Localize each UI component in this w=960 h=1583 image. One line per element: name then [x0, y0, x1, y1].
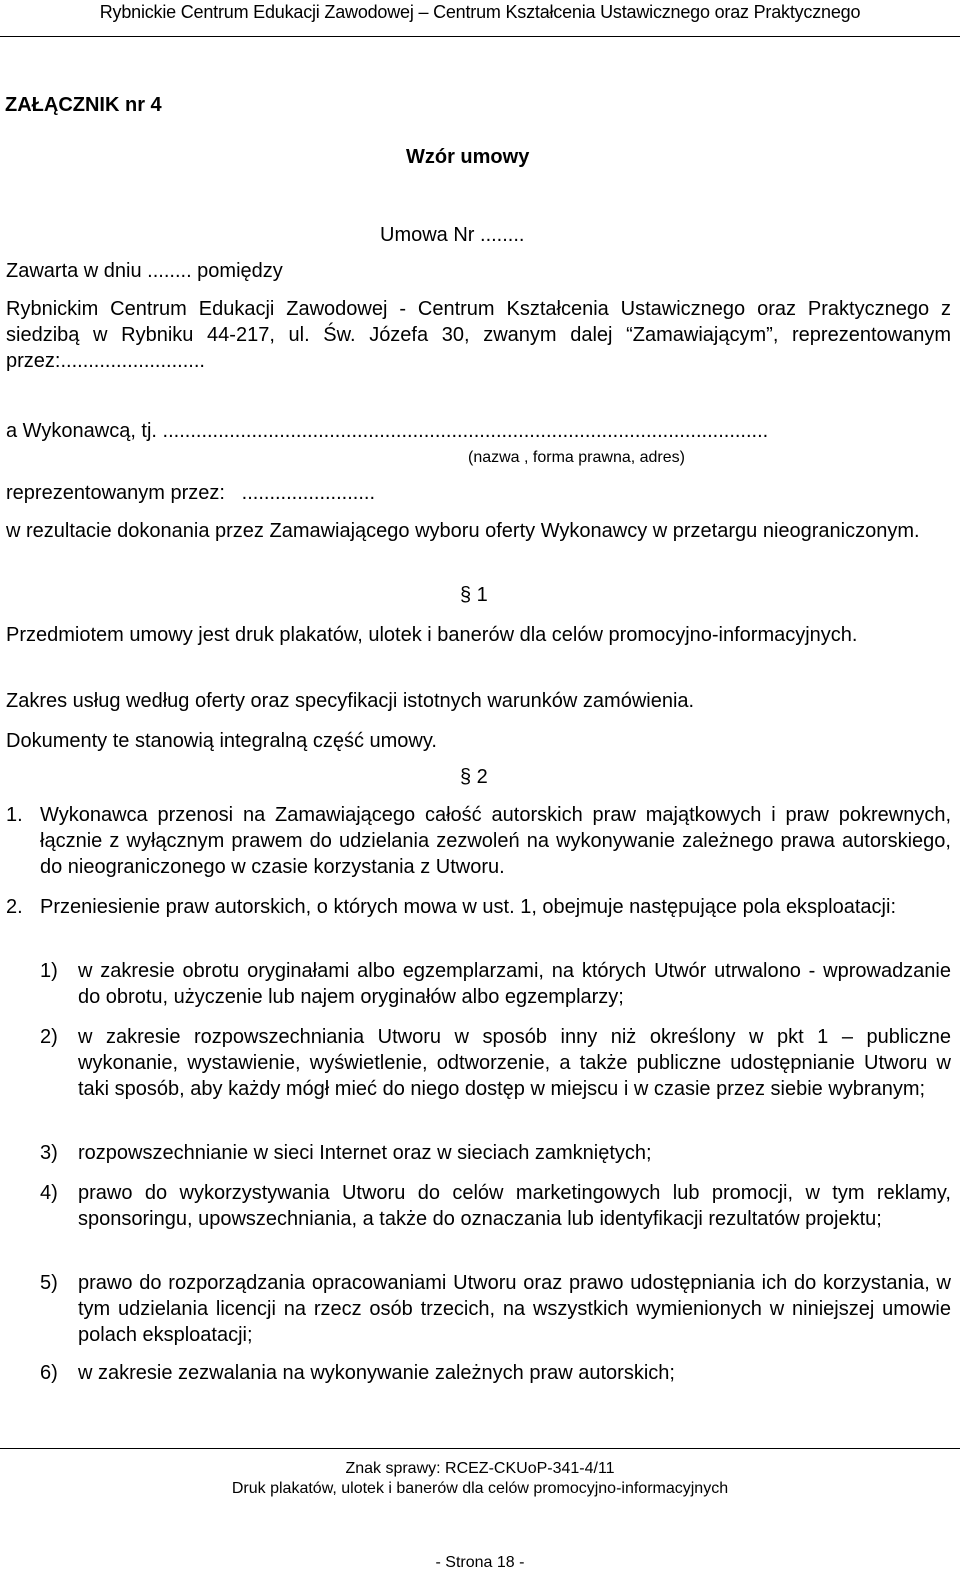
party-two-line: a Wykonawcą, tj. .............................................................................................................	[6, 420, 769, 442]
list-item	[40, 1140, 951, 1166]
item-text: Wykonawca przenosi na Zamawiającego całość autorskich praw majątkowych i praw pokrewnych, łącznie z wyłącznym prawem do udzielania zezwoleń na wykonywanie zależnego prawa autorskiego, do nieograniczonego w czasie korzystania z Utworu.	[40, 804, 951, 878]
list-item	[6, 894, 951, 920]
subitem-text: prawo do rozporządzania opracowaniami Utworu oraz prawo udostępniania ich do korzystania, w tym udzielania licencji na rzecz osób trzecich, na wszystkich wymienionych w niniejszej umowie polach eksploatacji;	[78, 1272, 951, 1346]
header-divider	[0, 36, 960, 37]
subitem-text: w zakresie rozpowszechniania Utworu w sposób inny niż określony w pkt 1 – publiczne wykonanie, wystawienie, wyświetlenie, odtworzenie, a także publiczne udostępnianie Utworu w taki sposób, aby każdy mógł mieć do niego dostęp w miejscu i w czasie przez siebie wybranym;	[78, 1026, 951, 1100]
list-item	[40, 958, 951, 1010]
documents-line: Dokumenty te stanowią integralną część umowy.	[6, 730, 437, 752]
subitem-text: rozpowszechnianie w sieci Internet oraz w sieciach zamkniętych;	[78, 1142, 652, 1164]
section-2-mark: § 2	[460, 766, 488, 788]
scope-line: Zakres usług według oferty oraz specyfikacji istotnych warunków zamówienia.	[6, 690, 695, 712]
running-header: Rybnickie Centrum Edukacji Zawodowej – Centrum Kształcenia Ustawicznego oraz Praktycznego	[99, 2, 861, 22]
subitem-number: 4)	[40, 1182, 58, 1204]
concluded-line: Zawarta w dniu ........ pomiędzy	[6, 260, 283, 282]
list-item	[6, 802, 951, 880]
list-item	[40, 1024, 951, 1102]
list-item	[40, 1360, 951, 1386]
page-number: - Strona 18 -	[435, 1554, 525, 1571]
contract-number: Umowa Nr ........	[380, 224, 525, 246]
subitem-number: 1)	[40, 960, 58, 982]
subject-paragraph: Przedmiotem umowy jest druk plakatów, ulotek i banerów dla celów promocyjno-informacyjnych.	[6, 624, 858, 646]
item-number: 1.	[6, 804, 23, 826]
list-item	[40, 1270, 951, 1348]
subitem-text: w zakresie obrotu oryginałami albo egzemplarzami, na których Utwór utrwalono - wprowadzanie do obrotu, użyczenie lub najem oryginałów albo egzemplarzy;	[78, 960, 951, 1008]
subitem-text: w zakresie zezwalania na wykonywanie zależnych praw autorskich;	[78, 1362, 675, 1384]
item-number: 2.	[6, 896, 23, 918]
section-1-mark: § 1	[460, 584, 488, 606]
document-title: Wzór umowy	[406, 146, 530, 168]
item-text: Przeniesienie praw autorskich, o których mowa w ust. 1, obejmuje następujące pola eksploatacji:	[40, 896, 896, 918]
result-paragraph: w rezultacie dokonania przez Zamawiającego wyboru oferty Wykonawcy w przetargu nieograniczonym.	[6, 520, 920, 542]
list-item	[40, 1180, 951, 1232]
subitem-number: 2)	[40, 1026, 58, 1048]
subitem-number: 3)	[40, 1142, 58, 1164]
party-one-paragraph: Rybnickim Centrum Edukacji Zawodowej - Centrum Kształcenia Ustawicznego oraz Praktycznego z siedzibą w Rybniku 44-217, ul. Św. Józefa 30, zwanym dalej “Zamawiającym”, reprezentowanym przez:..........................	[6, 298, 951, 372]
attachment-label: ZAŁĄCZNIK nr 4	[5, 94, 162, 116]
footer-divider	[0, 1448, 960, 1449]
represented-line: reprezentowanym przez: ........................	[6, 482, 376, 504]
party-two-note: (nazwa , forma prawna, adres)	[468, 449, 685, 466]
subitem-text: prawo do wykorzystywania Utworu do celów marketingowych lub promocji, w tym reklamy, sponsoringu, upowszechniania, a także do oznaczania lub identyfikacji rezultatów projektu;	[78, 1182, 951, 1230]
subitem-number: 5)	[40, 1272, 58, 1294]
subitem-number: 6)	[40, 1362, 58, 1384]
footer-subject: Druk plakatów, ulotek i banerów dla celów promocyjno-informacyjnych	[231, 1480, 729, 1497]
footer-case-number: Znak sprawy: RCEZ-CKUoP-341-4/11	[345, 1460, 615, 1477]
